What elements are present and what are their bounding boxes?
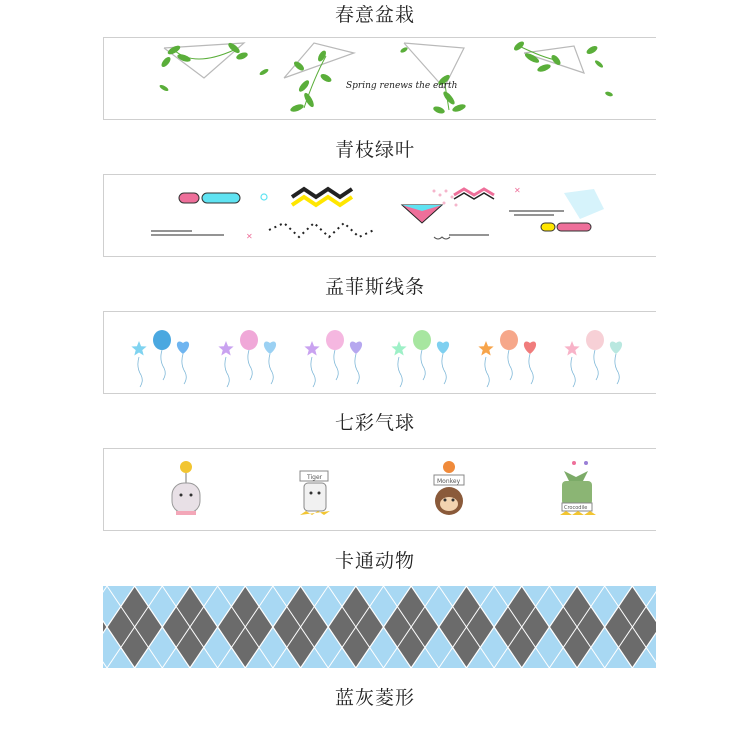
strip-memphis-lines bbox=[103, 174, 656, 257]
strip-blue-gray-diamonds bbox=[103, 586, 656, 668]
tiger-icon bbox=[300, 471, 330, 515]
crocodile-icon bbox=[560, 461, 596, 515]
balloon-icon bbox=[391, 330, 449, 387]
strip-spring-plants bbox=[103, 37, 656, 120]
caption-cartoon-animals: 卡通动物 bbox=[334, 550, 415, 572]
balloon-icon bbox=[131, 330, 189, 387]
balloon-icon bbox=[564, 330, 622, 387]
cartoon-animals-artwork bbox=[104, 449, 656, 531]
spring-plants-artwork bbox=[104, 38, 656, 120]
leaf-icon bbox=[159, 40, 614, 115]
svg-text:✕: ✕ bbox=[246, 232, 253, 241]
crocodile-label: Crocodile bbox=[564, 505, 588, 511]
caption-spring-potted: 春意盆栽 bbox=[334, 4, 415, 26]
tiger-label: Tiger bbox=[307, 474, 323, 481]
diamond-pattern-artwork bbox=[103, 586, 656, 668]
balloons-artwork bbox=[104, 312, 656, 394]
bunny-icon bbox=[172, 461, 200, 515]
caption-colorful-balloons: 七彩气球 bbox=[334, 412, 415, 434]
monkey-label: Monkey bbox=[437, 478, 461, 485]
spring-script-text: Spring renews the earth bbox=[346, 81, 458, 91]
balloon-icon bbox=[478, 330, 536, 387]
balloon-icon bbox=[304, 330, 362, 387]
caption-memphis-lines: 孟菲斯线条 bbox=[324, 276, 425, 298]
caption-green-branches: 青枝绿叶 bbox=[334, 139, 415, 161]
caption-blue-gray-diamonds: 蓝灰菱形 bbox=[334, 687, 415, 709]
strip-colorful-balloons bbox=[103, 311, 656, 394]
svg-text:✕: ✕ bbox=[514, 186, 521, 195]
strip-cartoon-animals bbox=[103, 448, 656, 531]
balloon-icon bbox=[218, 330, 276, 387]
monkey-icon bbox=[434, 461, 464, 515]
memphis-lines-artwork bbox=[104, 175, 656, 257]
